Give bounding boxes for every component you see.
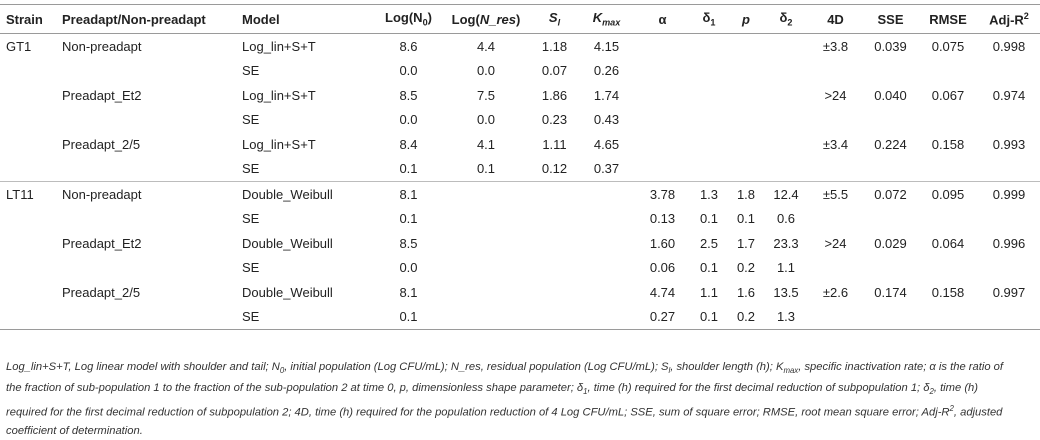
table-row bbox=[0, 157, 1040, 182]
table-row bbox=[0, 231, 1040, 256]
4d-cell bbox=[808, 207, 863, 232]
delta1-cell: 0.1 bbox=[699, 211, 719, 227]
header-lognres: Log(N_res) bbox=[441, 5, 531, 34]
alpha-cell: 3.78 bbox=[635, 182, 690, 207]
preadapt-cell: Non-preadapt bbox=[56, 182, 236, 207]
kmax-cell bbox=[578, 305, 635, 330]
strain-cell bbox=[0, 108, 56, 133]
header-adjr2: Adj-$R^2$ bbox=[978, 5, 1040, 34]
table-row bbox=[0, 305, 1040, 330]
log-n0-cell: 0.0 bbox=[399, 260, 418, 276]
adjr2-cell: 0.997 bbox=[992, 284, 1026, 300]
sse-cell: 0.039 bbox=[874, 38, 907, 54]
kmax-cell: 4.15 bbox=[593, 38, 620, 54]
delta2-cell bbox=[764, 83, 808, 108]
p-cell bbox=[728, 108, 764, 133]
delta1-cell bbox=[690, 157, 728, 182]
log-n0-cell: 8.5 bbox=[399, 235, 418, 251]
strain-cell bbox=[0, 280, 56, 305]
header-rmse: RMSE bbox=[918, 5, 978, 34]
adjr2-cell bbox=[978, 59, 1040, 84]
delta1-cell: 1.3 bbox=[690, 182, 728, 207]
kmax-cell bbox=[578, 207, 635, 232]
rmse-cell bbox=[918, 207, 978, 232]
4d-cell bbox=[808, 59, 863, 84]
p-cell bbox=[728, 157, 764, 182]
kmax-cell bbox=[578, 231, 635, 256]
rmse-cell bbox=[918, 256, 978, 281]
delta1-cell: 2.5 bbox=[699, 235, 719, 251]
table-row bbox=[0, 182, 1040, 207]
delta1-cell bbox=[690, 132, 728, 157]
model-cell: Double_Weibull bbox=[242, 284, 333, 300]
table-row bbox=[0, 207, 1040, 232]
4d-cell: >24 bbox=[824, 235, 847, 251]
log-n0-cell: 8.4 bbox=[399, 136, 418, 152]
strain-cell bbox=[0, 207, 56, 232]
rmse-cell: 0.064 bbox=[931, 235, 965, 251]
preadapt-cell: Preadapt_Et2 bbox=[62, 235, 142, 251]
model-cell: Double_Weibull bbox=[242, 235, 333, 251]
header-preadapt: Preadapt/Non-preadapt bbox=[56, 5, 236, 34]
header-kmax: $K_{max}$ bbox=[578, 5, 635, 34]
header-sse: SSE bbox=[863, 5, 918, 34]
delta1-cell bbox=[690, 59, 728, 84]
sse-cell: 0.040 bbox=[874, 87, 907, 103]
sl-cell: 0.07 bbox=[541, 63, 568, 79]
4d-cell: ±5.5 bbox=[808, 182, 863, 207]
log-nres-cell: 0.0 bbox=[476, 63, 496, 79]
rmse-cell bbox=[918, 157, 978, 182]
preadapt-cell bbox=[56, 108, 236, 133]
table-row bbox=[0, 132, 1040, 157]
delta2-cell bbox=[764, 157, 808, 182]
delta2-cell: 0.6 bbox=[776, 211, 796, 227]
rmse-cell: 0.158 bbox=[931, 136, 965, 152]
model-cell: SE bbox=[242, 161, 260, 177]
strain-cell bbox=[0, 157, 56, 182]
sse-cell bbox=[863, 108, 918, 133]
delta2-cell: 12.4 bbox=[764, 182, 808, 207]
rmse-cell: 0.095 bbox=[918, 182, 978, 207]
p-cell: 1.7 bbox=[736, 235, 756, 251]
kmax-cell bbox=[578, 182, 635, 207]
p-cell: 0.1 bbox=[736, 211, 756, 227]
preadapt-cell: Non-preadapt bbox=[62, 38, 142, 54]
table-row bbox=[0, 108, 1040, 133]
p-cell bbox=[728, 34, 764, 59]
model-cell: SE bbox=[242, 112, 260, 128]
sl-cell: 1.18 bbox=[541, 38, 568, 54]
sse-cell: 0.029 bbox=[874, 235, 907, 251]
4d-cell: ±3.4 bbox=[822, 136, 849, 152]
alpha-cell bbox=[635, 157, 690, 182]
log-n0-cell: 8.6 bbox=[399, 38, 418, 54]
preadapt-cell bbox=[56, 305, 236, 330]
delta1-cell bbox=[690, 34, 728, 59]
4d-cell: ±2.6 bbox=[822, 284, 849, 300]
delta2-cell bbox=[764, 59, 808, 84]
model-cell: Log_lin+S+T bbox=[242, 87, 316, 103]
strain-cell: GT1 bbox=[6, 38, 32, 54]
log-nres-cell bbox=[441, 231, 531, 256]
model-cell: SE bbox=[242, 63, 260, 79]
delta1-cell: 0.1 bbox=[690, 305, 728, 330]
kmax-cell: 0.43 bbox=[593, 112, 620, 128]
log-nres-cell bbox=[441, 256, 531, 281]
kmax-cell: 4.65 bbox=[593, 136, 620, 152]
sl-cell bbox=[531, 207, 578, 232]
header-4d: 4D bbox=[808, 5, 863, 34]
strain-cell bbox=[0, 59, 56, 84]
model-cell: Double_Weibull bbox=[236, 182, 376, 207]
header-delta2: $\delta_2$ bbox=[764, 5, 808, 34]
model-cell: Log_lin+S+T bbox=[242, 38, 316, 54]
model-cell: Log_lin+S+T bbox=[242, 136, 316, 152]
p-cell: 0.2 bbox=[736, 260, 756, 276]
header-logn0: $Log(N_0)$ bbox=[376, 5, 441, 34]
4d-cell bbox=[808, 256, 863, 281]
results-table bbox=[0, 4, 1040, 330]
adjr2-cell bbox=[978, 305, 1040, 330]
table-row bbox=[0, 83, 1040, 108]
log-n0-cell: 0.0 bbox=[399, 112, 418, 128]
delta1-cell bbox=[690, 83, 728, 108]
adjr2-cell: 0.999 bbox=[978, 182, 1040, 207]
table-body bbox=[0, 34, 1040, 330]
delta2-cell: 1.1 bbox=[776, 260, 796, 276]
strain-cell bbox=[0, 305, 56, 330]
4d-cell bbox=[808, 305, 863, 330]
log-n0-cell: 8.1 bbox=[376, 182, 441, 207]
adjr2-cell bbox=[978, 108, 1040, 133]
kmax-cell: 0.26 bbox=[593, 63, 620, 79]
strain-cell: LT11 bbox=[0, 182, 56, 207]
log-n0-cell: 8.5 bbox=[399, 87, 418, 103]
adjr2-cell bbox=[978, 207, 1040, 232]
delta2-cell bbox=[764, 132, 808, 157]
log-n0-cell: 8.1 bbox=[399, 284, 418, 300]
header-sl: $S_l$ bbox=[531, 5, 578, 34]
log-n0-cell: 0.1 bbox=[399, 161, 418, 177]
4d-cell bbox=[808, 108, 863, 133]
log-nres-cell: 4.4 bbox=[476, 38, 496, 54]
adjr2-cell bbox=[978, 256, 1040, 281]
kmax-cell: 1.74 bbox=[593, 87, 620, 103]
preadapt-cell: Preadapt_Et2 bbox=[62, 87, 142, 103]
sl-cell: 0.12 bbox=[541, 161, 568, 177]
alpha-cell bbox=[635, 83, 690, 108]
sl-cell: 1.86 bbox=[541, 87, 568, 103]
delta2-cell bbox=[764, 108, 808, 133]
kmax-cell bbox=[578, 280, 635, 305]
adjr2-cell bbox=[978, 157, 1040, 182]
sse-cell: 0.072 bbox=[863, 182, 918, 207]
delta1-cell: 0.1 bbox=[699, 260, 719, 276]
strain-cell bbox=[0, 132, 56, 157]
adjr2-cell: 0.996 bbox=[992, 235, 1026, 251]
preadapt-cell: Preadapt_2/5 bbox=[62, 284, 141, 300]
header-model: Model bbox=[236, 5, 376, 34]
model-cell: SE bbox=[242, 260, 260, 276]
delta2-cell: 23.3 bbox=[773, 235, 799, 251]
delta1-cell: 1.1 bbox=[699, 284, 719, 300]
sl-cell bbox=[531, 182, 578, 207]
alpha-cell: 0.13 bbox=[649, 211, 676, 227]
log-nres-cell bbox=[441, 182, 531, 207]
4d-cell bbox=[808, 157, 863, 182]
log-n0-cell: 0.1 bbox=[376, 305, 441, 330]
log-nres-cell bbox=[441, 207, 531, 232]
alpha-cell: 0.27 bbox=[635, 305, 690, 330]
log-nres-cell: 4.1 bbox=[476, 136, 496, 152]
rmse-cell: 0.158 bbox=[931, 284, 965, 300]
adjr2-cell: 0.974 bbox=[992, 87, 1026, 103]
sse-cell bbox=[863, 157, 918, 182]
sse-cell bbox=[863, 59, 918, 84]
header-strain: Strain bbox=[0, 5, 56, 34]
alpha-cell bbox=[635, 108, 690, 133]
log-n0-cell: 0.1 bbox=[399, 211, 418, 227]
sse-cell: 0.224 bbox=[874, 136, 907, 152]
alpha-cell: 1.60 bbox=[649, 235, 676, 251]
header-p: p bbox=[728, 5, 764, 34]
log-nres-cell: 0.1 bbox=[476, 161, 496, 177]
strain-cell bbox=[0, 83, 56, 108]
rmse-cell bbox=[918, 59, 978, 84]
model-cell: SE bbox=[236, 305, 376, 330]
log-nres-cell bbox=[441, 280, 531, 305]
sse-cell: 0.174 bbox=[874, 284, 907, 300]
p-cell bbox=[728, 83, 764, 108]
sl-cell bbox=[531, 231, 578, 256]
delta2-cell: 1.3 bbox=[764, 305, 808, 330]
table-row bbox=[0, 280, 1040, 305]
table-footnote: Log_lin+S+T, Log linear model with shoulder and tail; $N_0$, initial population (Log CFU/mL); N_res, residual population (Log CFU/mL); $S_l$, shoulder length (h); $K_{max}$, specific inactivation rate; α is the ratio of the fraction of sub-population 1 to the fraction of the sub-population 2 at time 0, p, dimensionless shape parameter; $\delta_1$, time (h) required for the first decimal reduction of subpopulation 1; $\delta_2$, time (h) required for the first decimal reduction of subpopulation 2; 4D, time (h) required for the population reduction of 4 Log CFU/mL; SSE, sum of square error; RMSE, root mean square error; Adj-$R^2$, adjusted coefficient of determination. bbox=[6, 361, 1003, 437]
rmse-cell: 0.075 bbox=[931, 38, 965, 54]
kmax-cell: 0.37 bbox=[593, 161, 620, 177]
preadapt-cell: Preadapt_2/5 bbox=[62, 136, 141, 152]
log-nres-cell: 7.5 bbox=[476, 87, 496, 103]
sse-cell bbox=[863, 305, 918, 330]
p-cell: 0.2 bbox=[728, 305, 764, 330]
header-alpha: α bbox=[635, 5, 690, 34]
p-cell: 1.8 bbox=[728, 182, 764, 207]
rmse-cell bbox=[918, 108, 978, 133]
alpha-cell bbox=[635, 132, 690, 157]
delta1-cell bbox=[690, 108, 728, 133]
p-cell bbox=[728, 132, 764, 157]
preadapt-cell bbox=[56, 59, 236, 84]
delta2-cell bbox=[764, 34, 808, 59]
p-cell: 1.6 bbox=[736, 284, 756, 300]
alpha-cell bbox=[635, 34, 690, 59]
sse-cell bbox=[863, 256, 918, 281]
sl-cell bbox=[531, 280, 578, 305]
log-nres-cell: 0.0 bbox=[476, 112, 496, 128]
sl-cell: 0.23 bbox=[541, 112, 568, 128]
strain-cell bbox=[0, 256, 56, 281]
table-row bbox=[0, 256, 1040, 281]
table-row bbox=[0, 34, 1040, 59]
4d-cell: ±3.8 bbox=[822, 38, 849, 54]
sl-cell bbox=[531, 256, 578, 281]
4d-cell: >24 bbox=[824, 87, 847, 103]
sl-cell bbox=[531, 305, 578, 330]
sl-cell: 1.11 bbox=[542, 136, 567, 152]
log-nres-cell bbox=[441, 305, 531, 330]
kmax-cell bbox=[578, 256, 635, 281]
rmse-cell: 0.067 bbox=[931, 87, 965, 103]
header-delta1: $\delta_1$ bbox=[690, 5, 728, 34]
delta2-cell: 13.5 bbox=[773, 284, 799, 300]
header-row bbox=[0, 5, 1040, 34]
preadapt-cell bbox=[56, 207, 236, 232]
alpha-cell bbox=[635, 59, 690, 84]
rmse-cell bbox=[918, 305, 978, 330]
p-cell bbox=[728, 59, 764, 84]
alpha-cell: 4.74 bbox=[649, 284, 676, 300]
strain-cell bbox=[0, 231, 56, 256]
adjr2-cell: 0.993 bbox=[992, 136, 1026, 152]
preadapt-cell bbox=[56, 157, 236, 182]
adjr2-cell: 0.998 bbox=[992, 38, 1026, 54]
alpha-cell: 0.06 bbox=[649, 260, 676, 276]
log-n0-cell: 0.0 bbox=[399, 63, 418, 79]
preadapt-cell bbox=[56, 256, 236, 281]
model-cell: SE bbox=[242, 211, 260, 227]
sse-cell bbox=[863, 207, 918, 232]
table-row bbox=[0, 59, 1040, 84]
